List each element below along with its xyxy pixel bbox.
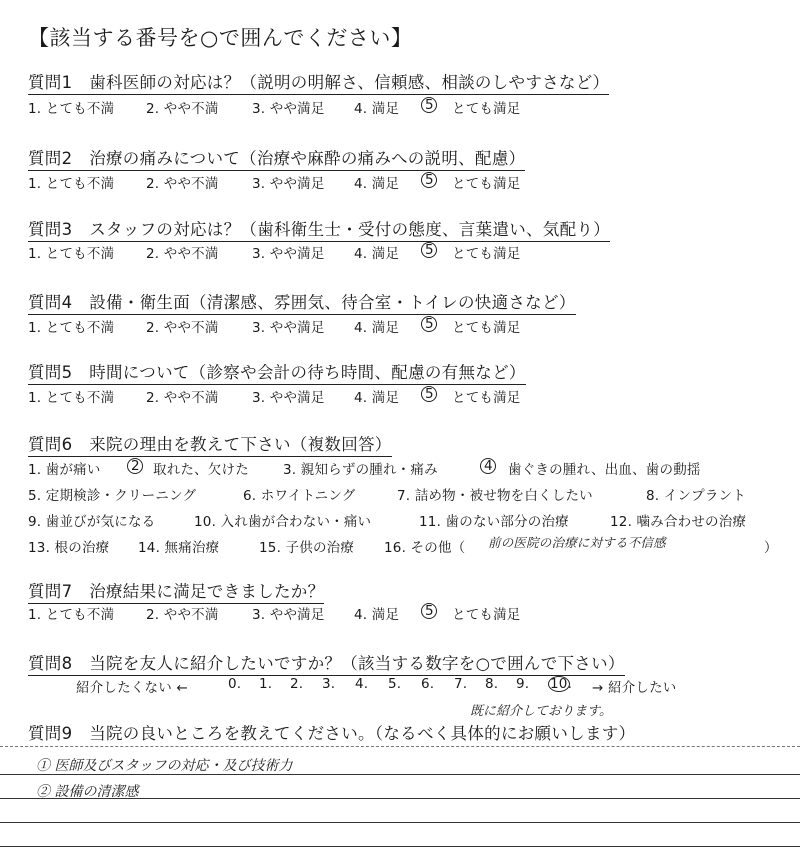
q8-scale-9[interactable]: 9.	[516, 676, 530, 692]
q7-option-4[interactable]: 4. 満足	[354, 607, 400, 623]
q8-scale-8[interactable]: 8.	[485, 676, 499, 692]
q4-option-3[interactable]: 3. やや満足	[252, 320, 325, 336]
q7-option-5-number[interactable]: 5	[425, 603, 434, 619]
q1-option-2[interactable]: 2. やや不満	[146, 101, 219, 117]
q5-option-5-number[interactable]: 5	[425, 386, 434, 402]
question-3-heading: 質問3 スタッフの対応は？（歯科衛生士・受付の態度、言葉遣い、気配り）	[28, 216, 610, 242]
page-title: 【該当する番号を○で囲んでください】	[28, 26, 413, 50]
question-3-options	[0, 242, 800, 260]
question-2-options	[0, 172, 800, 190]
question-6-row-3	[0, 510, 800, 528]
q5-option-4[interactable]: 4. 満足	[354, 390, 400, 406]
q3-option-2[interactable]: 2. やや不満	[146, 246, 219, 262]
question-5-heading: 質問5 時間について（診察や会計の待ち時間、配慮の有無など）	[28, 359, 526, 385]
q3-option-5-number[interactable]: 5	[425, 242, 434, 258]
question-6-heading: 質問6 来院の理由を教えて下さい（複数回答）	[28, 431, 392, 457]
q6-option-10[interactable]: 10. 入れ歯が合わない・痛い	[194, 514, 372, 530]
q4-option-4[interactable]: 4. 満足	[354, 320, 400, 336]
q6-option-5[interactable]: 5. 定期検診・クリーニング	[28, 488, 197, 504]
q8-scale-7[interactable]: 7.	[454, 676, 468, 692]
q8-scale-3[interactable]: 3.	[322, 676, 336, 692]
answer-line	[0, 846, 800, 847]
q6-option-7[interactable]: 7. 詰め物・被せ物を白くしたい	[397, 488, 593, 504]
q3-option-5-label[interactable]: とても満足	[452, 246, 521, 262]
q6-option-9[interactable]: 9. 歯並びが気になる	[28, 514, 156, 530]
q6-option-8[interactable]: 8. インプラント	[646, 488, 746, 504]
q5-option-2[interactable]: 2. やや不満	[146, 390, 219, 406]
q2-option-1[interactable]: 1. とても不満	[28, 176, 115, 192]
q2-option-4[interactable]: 4. 満足	[354, 176, 400, 192]
q3-option-4[interactable]: 4. 満足	[354, 246, 400, 262]
q3-option-1[interactable]: 1. とても不満	[28, 246, 115, 262]
q6-other-handwritten: 前の医院の治療に対する不信感	[488, 535, 666, 550]
question-1-options	[0, 97, 800, 115]
q6-option-6[interactable]: 6. ホワイトニング	[243, 488, 356, 504]
answer-line	[0, 774, 800, 775]
q4-option-5-number[interactable]: 5	[425, 316, 434, 332]
q6-option-16[interactable]: 16. その他（	[384, 540, 466, 556]
q1-option-1[interactable]: 1. とても不満	[28, 101, 115, 117]
q8-scale-4[interactable]: 4.	[355, 676, 369, 692]
question-4-heading: 質問4 設備・衛生面（清潔感、雰囲気、待合室・トイレの快適さなど）	[28, 289, 576, 315]
q4-option-2[interactable]: 2. やや不満	[146, 320, 219, 336]
question-2-heading: 質問2 治療の痛みについて（治療や麻酔の痛みへの説明、配慮）	[28, 145, 525, 171]
q5-option-1[interactable]: 1. とても不満	[28, 390, 115, 406]
q3-option-3[interactable]: 3. やや満足	[252, 246, 325, 262]
q6-option-4-number[interactable]: 4	[484, 458, 493, 474]
q5-option-3[interactable]: 3. やや満足	[252, 390, 325, 406]
answer-line	[0, 822, 800, 823]
question-6-row-4	[0, 536, 800, 554]
q7-option-3[interactable]: 3. やや満足	[252, 607, 325, 623]
q4-option-5-label[interactable]: とても満足	[452, 320, 521, 336]
q6-option-1[interactable]: 1. 歯が痛い	[28, 462, 101, 478]
q9-answer-2: ② 設備の清潔感	[36, 784, 139, 800]
question-7-heading: 質問7 治療結果に満足できましたか？	[28, 578, 324, 604]
q8-scale-0[interactable]: 0.	[228, 676, 242, 692]
q8-right-label: → 紹介したい	[592, 680, 677, 696]
question-4-options	[0, 316, 800, 334]
q6-option-14[interactable]: 14. 無痛治療	[138, 540, 220, 556]
q6-option-3[interactable]: 3. 親知らずの腫れ・痛み	[283, 462, 438, 478]
q8-scale-1[interactable]: 1.	[259, 676, 273, 692]
q2-option-5-label[interactable]: とても満足	[452, 176, 521, 192]
q8-left-label: 紹介したくない ←	[76, 680, 188, 696]
q6-other-close-paren: ）	[764, 540, 778, 556]
q6-option-12[interactable]: 12. 噛み合わせの治療	[610, 514, 747, 530]
q6-option-2-number[interactable]: 2	[131, 458, 140, 474]
q6-option-2-label[interactable]: 取れた、欠けた	[153, 462, 249, 478]
q8-handwritten-note: 既に紹介しております。	[470, 704, 612, 719]
q7-option-1[interactable]: 1. とても不満	[28, 607, 115, 623]
question-6-row-2	[0, 484, 800, 502]
q7-option-5-label[interactable]: とても満足	[452, 607, 521, 623]
q4-option-1[interactable]: 1. とても不満	[28, 320, 115, 336]
question-9-heading: 質問9 当院の良いところを教えてください。（なるべく具体的にお願いします）	[28, 724, 636, 743]
q1-option-3[interactable]: 3. やや満足	[252, 101, 325, 117]
question-7-options	[0, 603, 800, 621]
q2-option-2[interactable]: 2. やや不満	[146, 176, 219, 192]
question-6-row-1	[0, 458, 800, 476]
q1-option-5-number[interactable]: 5	[425, 97, 434, 113]
question-8-heading: 質問8 当院を友人に紹介したいですか？（該当する数字を○で囲んで下さい）	[28, 650, 625, 676]
q8-scale-10[interactable]: 10.	[550, 676, 573, 692]
q1-option-4[interactable]: 4. 満足	[354, 101, 400, 117]
question-1-heading: 質問1 歯科医師の対応は？（説明の明解さ、信頼感、相談のしやすさなど）	[28, 69, 609, 95]
q8-scale-5[interactable]: 5.	[388, 676, 402, 692]
q5-option-5-label[interactable]: とても満足	[452, 390, 521, 406]
q6-option-15[interactable]: 15. 子供の治療	[259, 540, 355, 556]
q2-option-5-number[interactable]: 5	[425, 172, 434, 188]
answer-line	[0, 798, 800, 799]
q2-option-3[interactable]: 3. やや満足	[252, 176, 325, 192]
q8-scale-6[interactable]: 6.	[421, 676, 435, 692]
q8-scale-2[interactable]: 2.	[290, 676, 304, 692]
q6-option-11[interactable]: 11. 歯のない部分の治療	[419, 514, 569, 530]
question-5-options	[0, 386, 800, 404]
divider-line	[0, 746, 800, 747]
q1-option-5-label[interactable]: とても満足	[452, 101, 521, 117]
q6-option-13[interactable]: 13. 根の治療	[28, 540, 110, 556]
q6-option-4-label[interactable]: 歯ぐきの腫れ、出血、歯の動揺	[508, 462, 701, 478]
question-8-scale	[0, 676, 800, 694]
q9-answer-1: ① 医師及びスタッフの対応・及び技術力	[36, 758, 293, 774]
q7-option-2[interactable]: 2. やや不満	[146, 607, 219, 623]
